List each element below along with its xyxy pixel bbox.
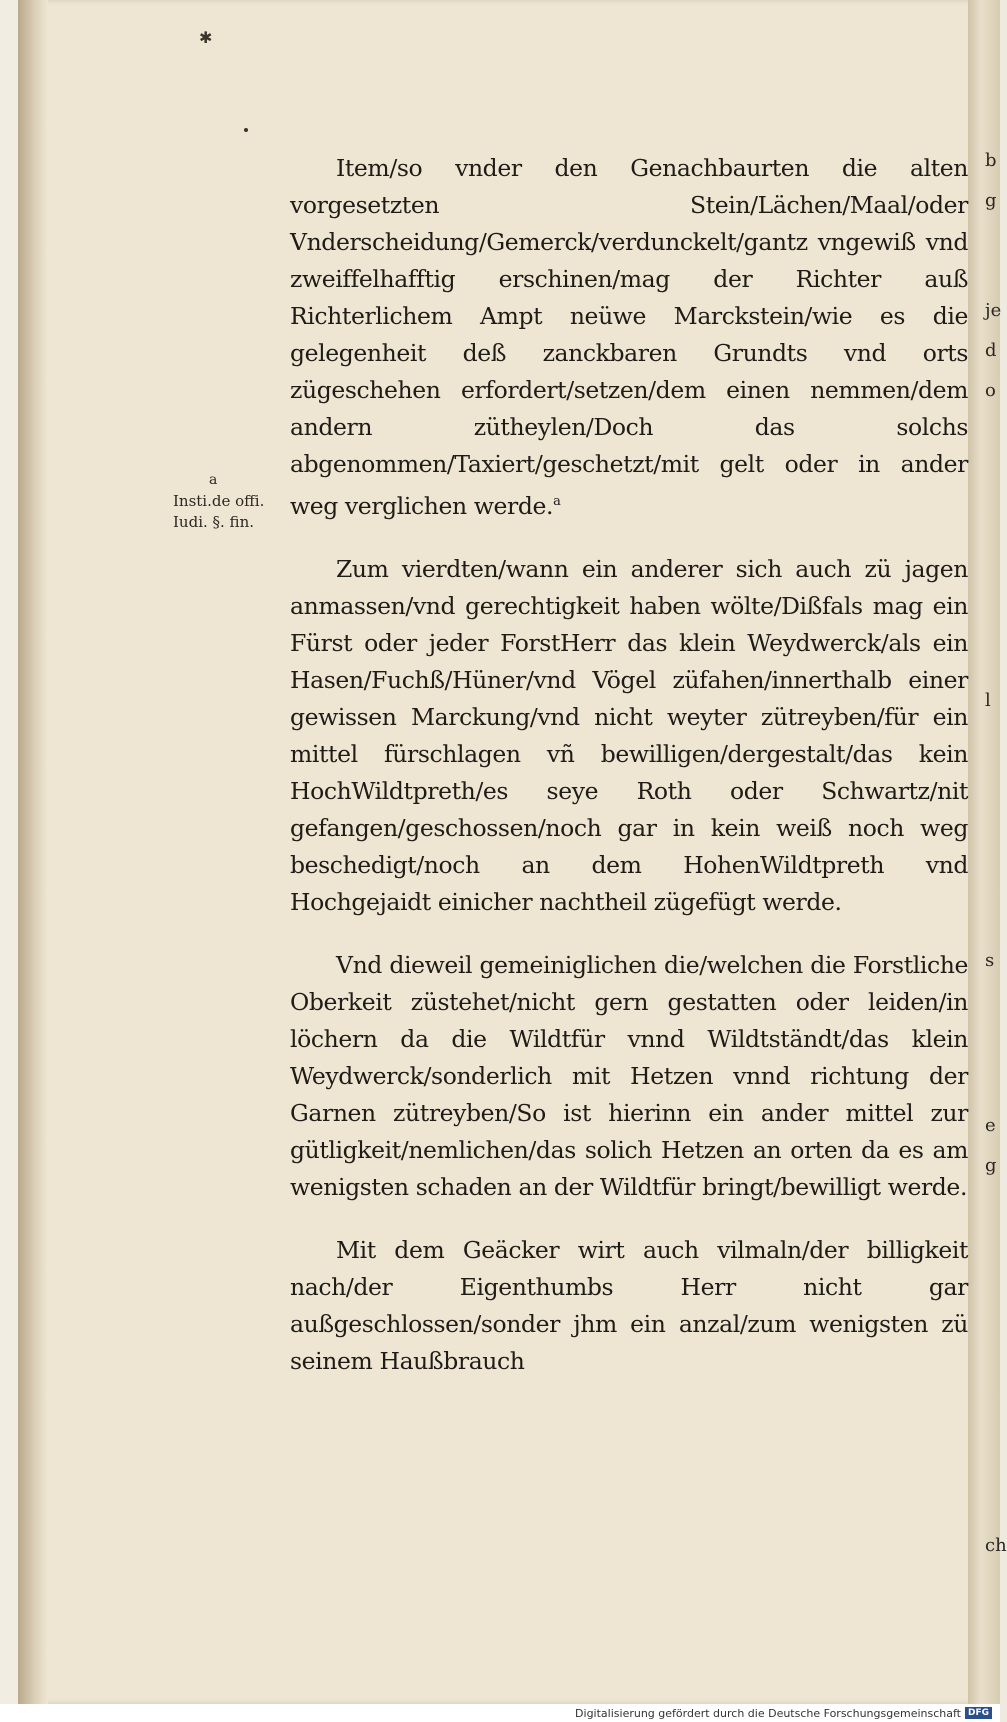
paragraph: Mit dem Geäcker wirt auch vilmaln/der billigkeit nach/der Eigenthumbs Herr nicht gar außgeschlossen/sonder jhm ein anzal/zum wenigsten zü seinem Haußbrauch [290, 1235, 968, 1375]
paragraph [290, 150, 968, 525]
paragraph: Vnd dieweil gemeiniglichen die/welchen die Forstliche Oberkeit züstehet/nicht gern gestatten oder leiden/in löchern da die Wildtfür vnnd Wildtständt/das klein Weydwerck/sonderlich mit Hetzen vnnd richtung der Garnen zütreyben/So ist hierinn ein ander mittel zur gütligkeit/nemlichen/das solich Hetzen an orten da es am wenigsten schaden an der Wildtfür bringt/bewilligt werde. [290, 950, 968, 1201]
edge-fragment: je [985, 300, 1002, 321]
marginal-note [173, 470, 288, 533]
marginal-siglum: a [209, 472, 218, 488]
gutter-shadow [18, 0, 48, 1704]
edge-fragment: g [985, 190, 997, 211]
edge-fragment: e [985, 1115, 996, 1136]
paragraph: Zum vierdten/wann ein anderer sich auch zü jagen anmassen/vnd gerechtigkeit haben wölte/Dißfals mag ein Fürst oder jeder ForstHerr das klein Weydwerck/als ein Hasen/Fuchß/Hüner/vnd Vögel züfahen/innerthalb einer gewissen Marckung/vnd nicht weyter zütreyben/für ein mittel fürschlagen vñ bewilligen/dergestalt/das kein HochWildtpreth/es seye Roth oder Schwartz/nit gefangen/geschossen/noch gar in kein weiß noch weg beschedigt/noch an dem HohenWildtpreth vnd Hochgejaidt einicher nachtheil zügefügt werde. [290, 554, 968, 916]
edge-fragment: g [985, 1155, 997, 1176]
footer-text: Digitalisierung gefördert durch die Deutsche Forschungsgemeinschaft [575, 1706, 961, 1720]
edge-fragment: ch [985, 1535, 1007, 1556]
edge-fragment: l [985, 690, 991, 711]
edge-fragment: s [985, 950, 995, 971]
ornament-mark: ✱ [199, 28, 213, 47]
next-page-edge [968, 0, 1000, 1704]
edge-fragment: b [985, 150, 997, 171]
paragraph-text: Item/so vnder den Genachbaurten die alten vorgesetzten Stein/Lächen/Maal/oder Vnderscheidung/Gemerck/verdunckelt/gantz vngewiß vnd zweiffelhafftig erschinen/mag der Richter auß Richterlichem Ampt neüwe Marckstein/wie es die gelegenheit deß zanckbaren Grundts vnd orts zügeschehen erfordert/setzen/dem einen nemmen/dem andern zütheylen/Doch das solchs abgenommen/Taxiert/geschetzt/mit gelt oder in ander weg verglichen werde. [290, 154, 968, 520]
body-text [290, 150, 968, 1406]
digitization-footer [0, 1704, 1000, 1722]
marginal-line: Iudi. §. fin. [173, 513, 254, 531]
marginal-line: Insti.de offi. [173, 492, 265, 510]
edge-fragment: d [985, 340, 997, 361]
edge-fragment: o [985, 380, 996, 401]
printer-mark [244, 128, 248, 132]
dfg-logo-icon: DFG [965, 1707, 992, 1719]
footnote-ref: a [553, 494, 561, 509]
